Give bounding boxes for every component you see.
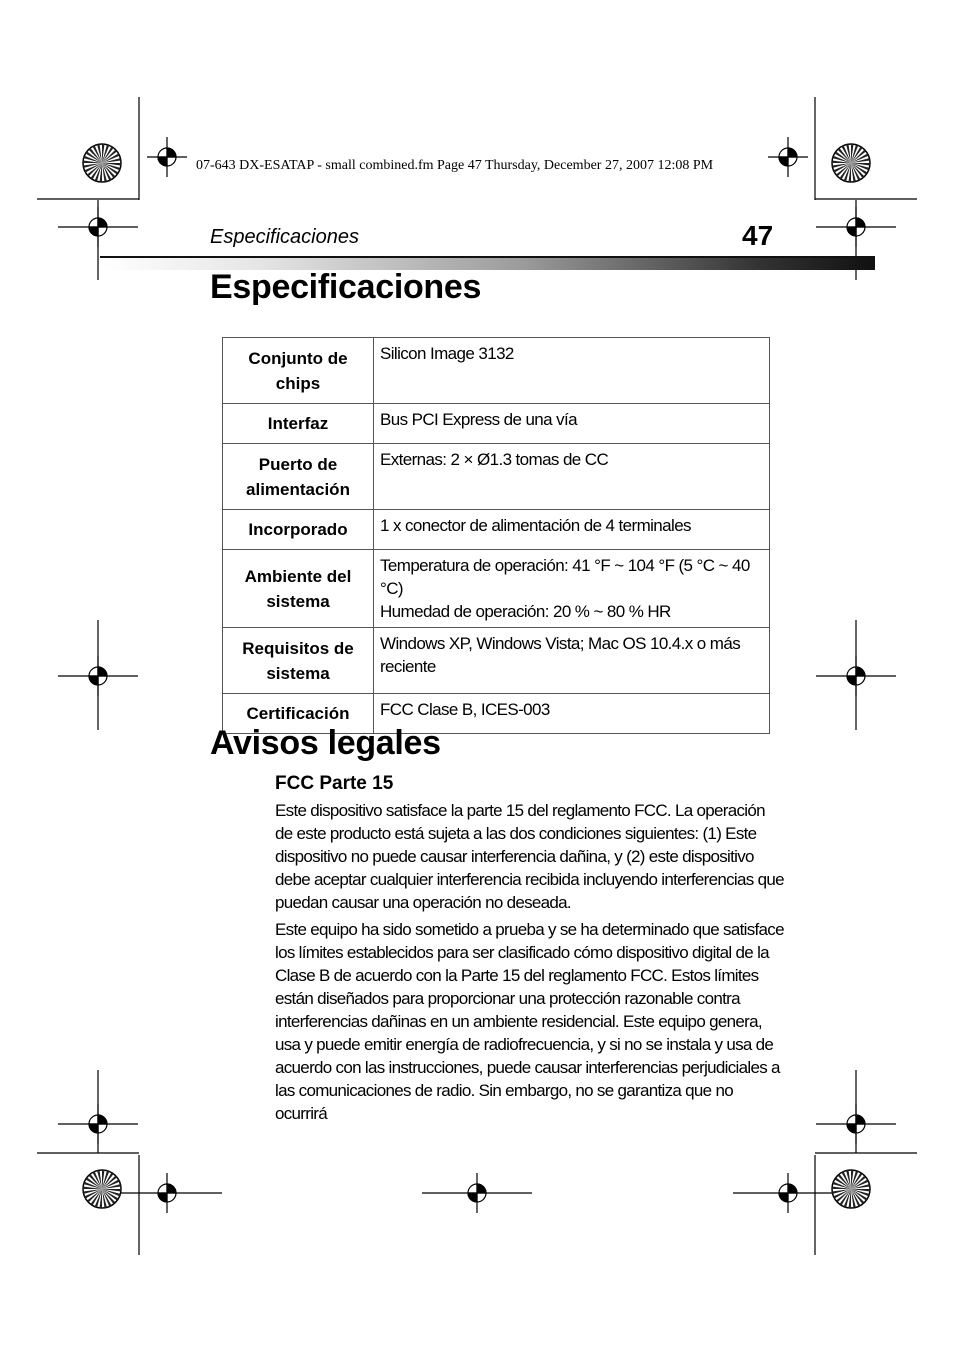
table-row	[223, 628, 770, 694]
starburst-mark	[832, 1170, 870, 1208]
paragraph: Este equipo ha sido sometido a prueba y se ha determinado que satisface los límites establecidos para ser clasificado cómo dispositivo digital de la Clase B de acuerdo con la Parte 15 del reglamento FCC. Estos límites están diseñados para proporcionar una protección razonable contra interferencias dañinas en un ambiente residencial. Este equipo genera, usa y puede emitir energía de radiofrecuencia, y si no se instala y usa de acuerdo con las instrucciones, puede causar interferencias perjudiciales a las comunicaciones de radio. Sin embargo, no se garantiza que no ocurrirá	[275, 920, 784, 1123]
table-row	[223, 338, 770, 404]
spec-key: Incorporado	[223, 510, 374, 550]
spec-key: Ambiente del sistema	[223, 550, 374, 628]
spec-key: Requisitos de sistema	[223, 628, 374, 694]
paragraph: Este dispositivo satisface la parte 15 del reglamento FCC. La operación de este producto está sujeta a las dos condiciones siguientes: (1) Este dispositivo no puede causar interferencia dañina, y (2) este dispositivo debe aceptar cualquier interferencia recibida incluyendo interferencias que puedan causar una operación no deseada.	[275, 801, 784, 912]
table-row	[223, 550, 770, 628]
subsection-title-fcc: FCC Parte 15	[275, 773, 394, 794]
header-rule-line	[100, 256, 875, 258]
spec-value: Windows XP, Windows Vista; Mac OS 10.4.x o más reciente	[374, 628, 770, 694]
spec-value: Externas: 2 × Ø1.3 tomas de CC	[374, 444, 770, 510]
spec-key: Puerto de alimentación	[223, 444, 374, 510]
section-title-legal: Avisos legales	[210, 724, 441, 762]
table-row	[223, 510, 770, 550]
spec-value: Bus PCI Express de una vía	[374, 404, 770, 444]
spec-value-line: Temperatura de operación: 41 °F ~ 104 °F (5 °C ~ 40 °C)	[380, 556, 750, 598]
spec-table	[222, 337, 770, 734]
starburst-mark	[832, 144, 870, 182]
section-title-specifications: Especificaciones	[210, 268, 482, 306]
spec-key: Interfaz	[223, 404, 374, 444]
body-text	[275, 799, 785, 1129]
running-title: Especificaciones	[210, 226, 359, 248]
table-row	[223, 444, 770, 510]
page-number: 47	[742, 220, 774, 251]
spec-value: 1 x conector de alimentación de 4 terminales	[374, 510, 770, 550]
starburst-mark	[83, 144, 121, 182]
spec-value	[374, 550, 770, 628]
spec-value: Silicon Image 3132	[374, 338, 770, 404]
starburst-mark	[83, 1170, 121, 1208]
file-slug: 07-643 DX-ESATAP - small combined.fm Page 47 Thursday, December 27, 2007 12:08 PM	[196, 158, 714, 173]
spec-value-line: Humedad de operación: 20 % ~ 80 % HR	[380, 602, 671, 621]
spec-value: FCC Clase B, ICES-003	[374, 694, 770, 734]
spec-key: Conjunto de chips	[223, 338, 374, 404]
spec-key: Certificación	[223, 694, 374, 734]
table-row	[223, 404, 770, 444]
